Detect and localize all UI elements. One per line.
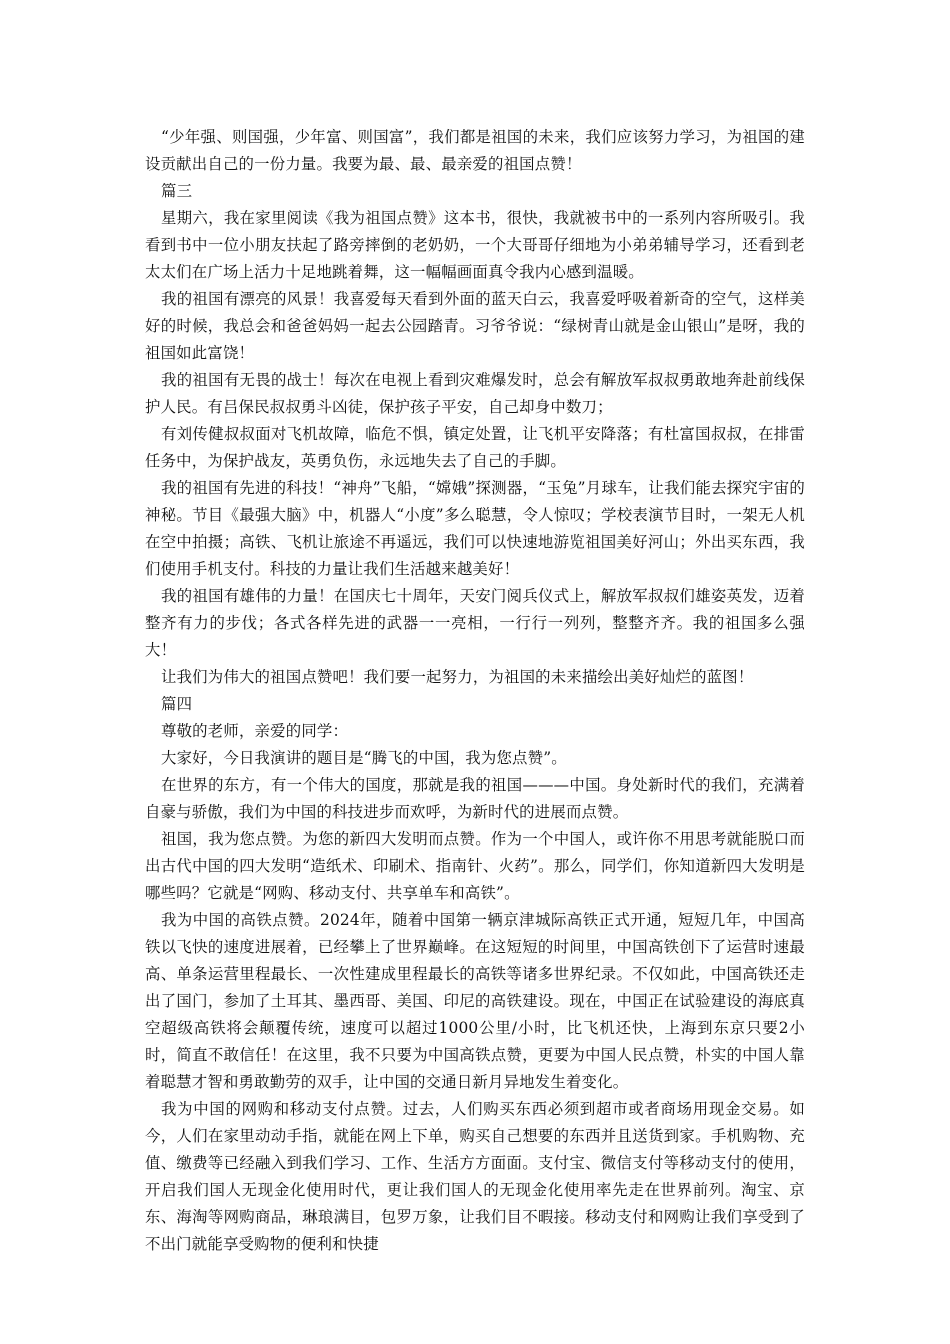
paragraph-5: 有刘传健叔叔面对飞机故障，临危不惧，镇定处置，让飞机平安降落；有杜富国叔叔，在排雷任务中，为保护战友，英勇负伤，永远地失去了自己的手脚。 [145, 425, 805, 470]
paragraph-2: 星期六，我在家里阅读《我为祖国点赞》这本书，很快，我就被书中的一系列内容所吸引。我看到书中一位小朋友扶起了路旁摔倒的老奶奶，一个大哥哥仔细地为小弟弟辅导学习，还看到老太太们在广场上活力十足地跳着舞，这一幅幅画面真令我内心感到温暖。 [145, 209, 805, 281]
paragraph-1: “少年强、则国强，少年富、则国富”，我们都是祖国的未来，我们应该努力学习，为祖国的建设贡献出自己的一份力量。我要为最、最、最亲爱的祖国点赞！ [145, 128, 805, 173]
salutation: 尊敬的老师，亲爱的同学： [161, 722, 349, 740]
paragraph-3: 我的祖国有漂亮的风景！我喜爱每天看到外面的蓝天白云，我喜爱呼吸着新奇的空气，这样美好的时候，我总会和爸爸妈妈一起去公园踏青。习爷爷说：“绿树青山就是金山银山”是呀，我的祖国如此富饶！ [145, 290, 805, 362]
paragraph-4: 我的祖国有无畏的战士！每次在电视上看到灾难爆发时，总会有解放军叔叔勇敢地奔赴前线保护人民。有吕保民叔叔勇斗凶徒，保护孩子平安，自己却身中数刀； [145, 371, 805, 416]
paragraph-11: 祖国，我为您点赞。为您的新四大发明而点赞。作为一个中国人，或许你不用思考就能脱口而出古代中国的四大发明“造纸术、印刷术、指南针、火药”。那么，同学们，你知道新四大发明是哪些吗？它就是“网购、移动支付、共享单车和高铁”。 [145, 830, 805, 902]
paragraph-7: 我的祖国有雄伟的力量！在国庆七十周年，天安门阅兵仪式上，解放军叔叔们雄姿英发，迈着整齐有力的步伐；各式各样先进的武器一一亮相，一行行一列列，整整齐齐。我的祖国多么强大！ [145, 587, 805, 659]
document-body [145, 124, 805, 1258]
paragraph-10: 在世界的东方，有一个伟大的国度，那就是我的祖国———中国。身处新时代的我们，充满着自豪与骄傲，我们为中国的科技进步而欢呼，为新时代的进展而点赞。 [145, 776, 805, 821]
paragraph-13: 我为中国的网购和移动支付点赞。过去，人们购买东西必须到超市或者商场用现金交易。如今，人们在家里动动手指，就能在网上下单，购买自己想要的东西并且送货到家。手机购物、充值、缴费等已经融入到我们学习、工作、生活方方面面。支付宝、微信支付等移动支付的使用，开启我们国人无现金化使用时代，更让我们国人的无现金化使用率先走在世界前列。淘宝、京东、海淘等网购商品，琳琅满目，包罗万象，让我们目不暇接。移动支付和网购让我们享受到了不出门就能享受购物的便利和快捷 [145, 1100, 805, 1253]
section-heading-4: 篇四 [161, 695, 193, 713]
paragraph-9: 大家好，今日我演讲的题目是“腾飞的中国，我为您点赞”。 [161, 749, 567, 767]
paragraph-8: 让我们为伟大的祖国点赞吧！我们要一起努力，为祖国的未来描绘出美好灿烂的蓝图！ [161, 668, 754, 686]
section-heading-3: 篇三 [161, 182, 193, 200]
paragraph-6: 我的祖国有先进的科技！“神舟”飞船，“嫦娥”探测器，“玉兔”月球车，让我们能去探究宇宙的神秘。节目《最强大脑》中，机器人“小度”多么聪慧，令人惊叹；学校表演节目时，一架无人机在空中拍摄；高铁、飞机让旅途不再遥远，我们可以快速地游览祖国美好河山；外出买东西，我们使用手机支付。科技的力量让我们生活越来越美好！ [145, 479, 805, 578]
paragraph-12: 我为中国的高铁点赞。2024年，随着中国第一辆京津城际高铁正式开通，短短几年，中国高铁以飞快的速度进展着，已经攀上了世界巅峰。在这短短的时间里，中国高铁创下了运营时速最高、单条运营里程最长、一次性建成里程最长的高铁等诸多世界纪录。不仅如此，中国高铁还走出了国门，参加了土耳其、墨西哥、美国、印尼的高铁建设。现在，中国正在试验建设的海底真空超级高铁将会颠覆传统，速度可以超过1000公里/小时，比飞机还快，上海到东京只要2小时，简直不敢信任！在这里，我不只要为中国高铁点赞，更要为中国人民点赞，朴实的中国人靠着聪慧才智和勇敢勤劳的双手，让中国的交通日新月异地发生着变化。 [145, 911, 805, 1091]
